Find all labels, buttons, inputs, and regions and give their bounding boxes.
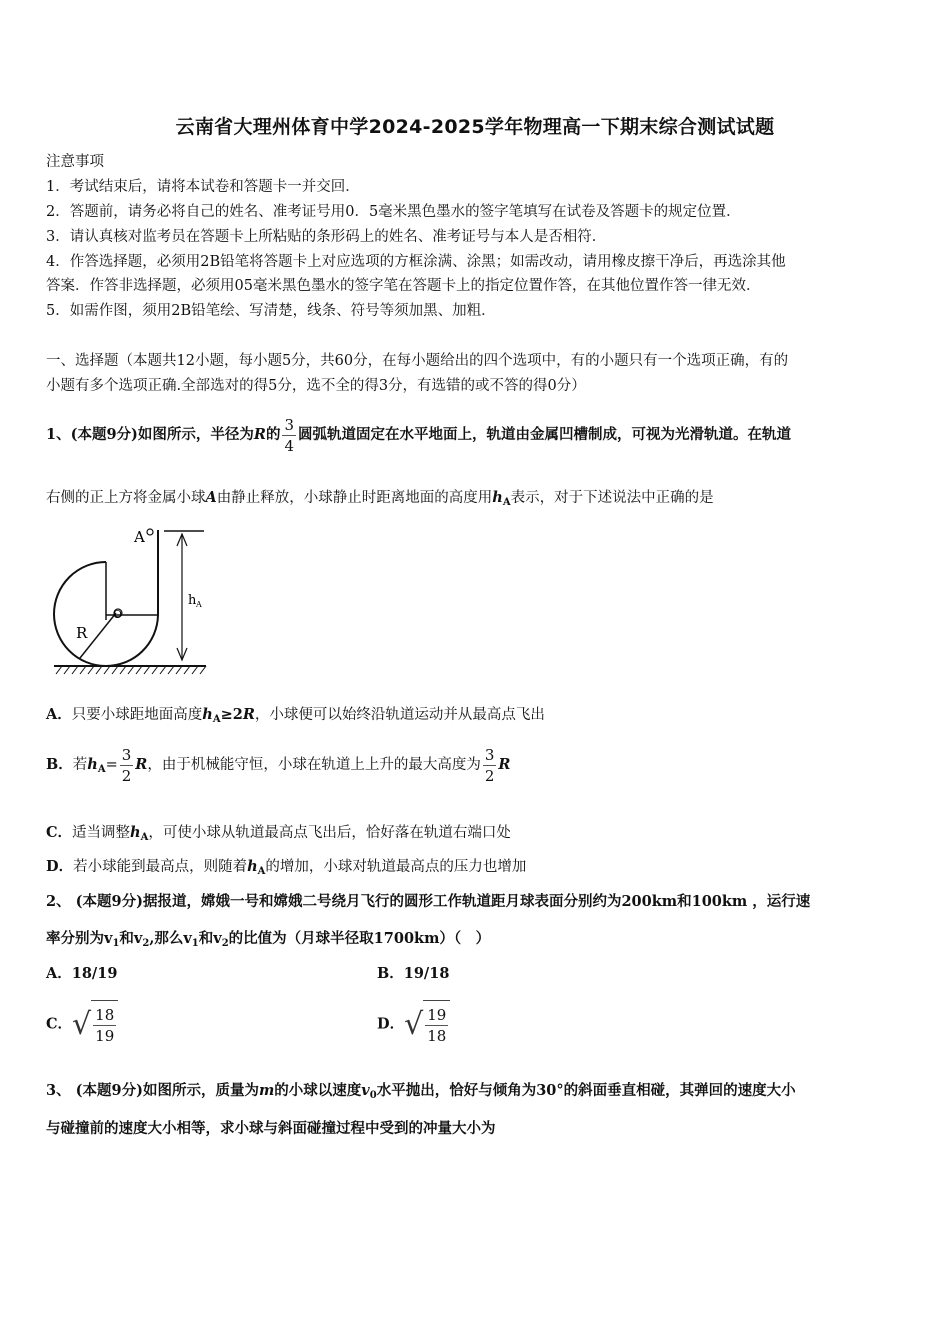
notice-heading: 注意事项 bbox=[46, 154, 104, 170]
q2-stem-line1: 2、 (本题9分)据报道，嫦娥一号和嫦娥二号绕月飞行的圆形工作轨道距月球表面分别约为200km和100km ，运行速 bbox=[46, 893, 811, 910]
notice-item-5: 5．如需作图，须用2B铅笔绘、写清楚，线条、符号等须加黑、加粗． bbox=[46, 303, 496, 319]
notice-item-1: 1．考试结束后，请将本试卷和答题卡一并交回． bbox=[46, 179, 360, 195]
label-a: A bbox=[134, 528, 145, 546]
q1-stem-line1: 1、(本题9分)如图所示，半径为R的 $\frac{3}{4}$ 圆弧轨道固定在水平地面上，轨道由金属凹槽制成，可视为光滑轨道。在轨道 bbox=[46, 415, 792, 455]
section1-line2: 小题有多个选项正确.全部选对的得5分，选不全的得3分，有选错的或不答的得0分） bbox=[46, 378, 586, 394]
q1-option-a[interactable]: A．只要小球距地面高度$h_A\ge 2R$，小球便可以始终沿轨道运动并从最高点飞出 bbox=[46, 706, 545, 725]
q3-stem-line1: 3、 (本题9分)如图所示，质量为m的小球以速度$v_0$水平抛出，恰好与倾角为30°的斜面垂直相碰，其弹回的速度大小 bbox=[46, 1082, 796, 1101]
notice-item-4-cont: 答案．作答非选择题，必须用05毫米黑色墨水的签字笔在答题卡上的指定位置作答，在其他位置作答一律无效． bbox=[46, 278, 761, 294]
q2-option-d[interactable]: D． √ $\frac{19}{18}$ bbox=[377, 1000, 450, 1048]
notice-item-2: 2．答题前，请务必将自己的姓名、准考证号用0．5毫米黑色墨水的签字笔填写在试卷及答题卡的规定位置． bbox=[46, 204, 741, 220]
ball-a bbox=[147, 529, 153, 535]
label-h: h bbox=[188, 593, 197, 608]
notice-item-4: 4．作答选择题，必须用2B铅笔将答题卡上对应选项的方框涂满、涂黑；如需改动，请用橡皮擦干净后，再选涂其他 bbox=[46, 254, 786, 270]
section1-line1: 一、选择题（本题共12小题，每小题5分，共60分，在每小题给出的四个选项中，有的小题只有一个选项正确，有的 bbox=[46, 353, 789, 369]
label-o: O bbox=[113, 608, 123, 621]
page-title: 云南省大理州体育中学2024-2025学年物理高一下期末综合测试试题 bbox=[175, 116, 775, 138]
sqrt-18-19: √ $\frac{18}{19}$ bbox=[72, 1000, 118, 1049]
label-r: R bbox=[76, 624, 88, 642]
q3-stem-line2: 与碰撞前的速度大小相等，求小球与斜面碰撞过程中受到的冲量大小为 bbox=[46, 1120, 496, 1137]
track-figure bbox=[46, 520, 216, 682]
fraction-three-halves: $\frac{3}{2}$ bbox=[121, 745, 132, 785]
q1-option-c[interactable]: C．适当调整$h_A$，可使小球从轨道最高点飞出后，恰好落在轨道右端口处 bbox=[46, 824, 511, 843]
sqrt-19-18: √ $\frac{19}{18}$ bbox=[404, 1000, 450, 1049]
notice-item-3: 3．请认真核对监考员在答题卡上所粘贴的条形码上的姓名、准考证号与本人是否相符． bbox=[46, 229, 607, 245]
q2-option-b[interactable]: B．19/18 bbox=[377, 965, 450, 982]
q2-option-a[interactable]: A．18/19 bbox=[46, 965, 118, 982]
q1-option-d[interactable]: D．若小球能到最高点，则随着$h_A$的增加，小球对轨道最高点的压力也增加 bbox=[46, 858, 527, 877]
fraction-three-halves-2: $\frac{3}{2}$ bbox=[484, 745, 495, 785]
q2-option-c[interactable]: C． √ $\frac{18}{19}$ bbox=[46, 1000, 118, 1048]
ground-hatching bbox=[56, 666, 206, 674]
fraction-three-quarters: $\frac{3}{4}$ bbox=[284, 415, 295, 455]
q2-stem-line2: 率分别为$v_1$和$v_2$,那么$v_1$和$v_2$的比值为（月球半径取1700km）（ ） bbox=[46, 930, 491, 949]
q1-option-b[interactable]: B．若$h_A=$ $\frac{3}{2}$ R，由于机械能守恒，小球在轨道上上升的最大高度为 $\frac{3}{2}$ R bbox=[46, 745, 511, 785]
q1-stem-line2: 右侧的正上方将金属小球A由静止释放，小球静止时距离地面的高度用$h_A$表示，对于下述说法中正确的是 bbox=[46, 489, 714, 508]
label-h-sub: A bbox=[196, 600, 202, 609]
